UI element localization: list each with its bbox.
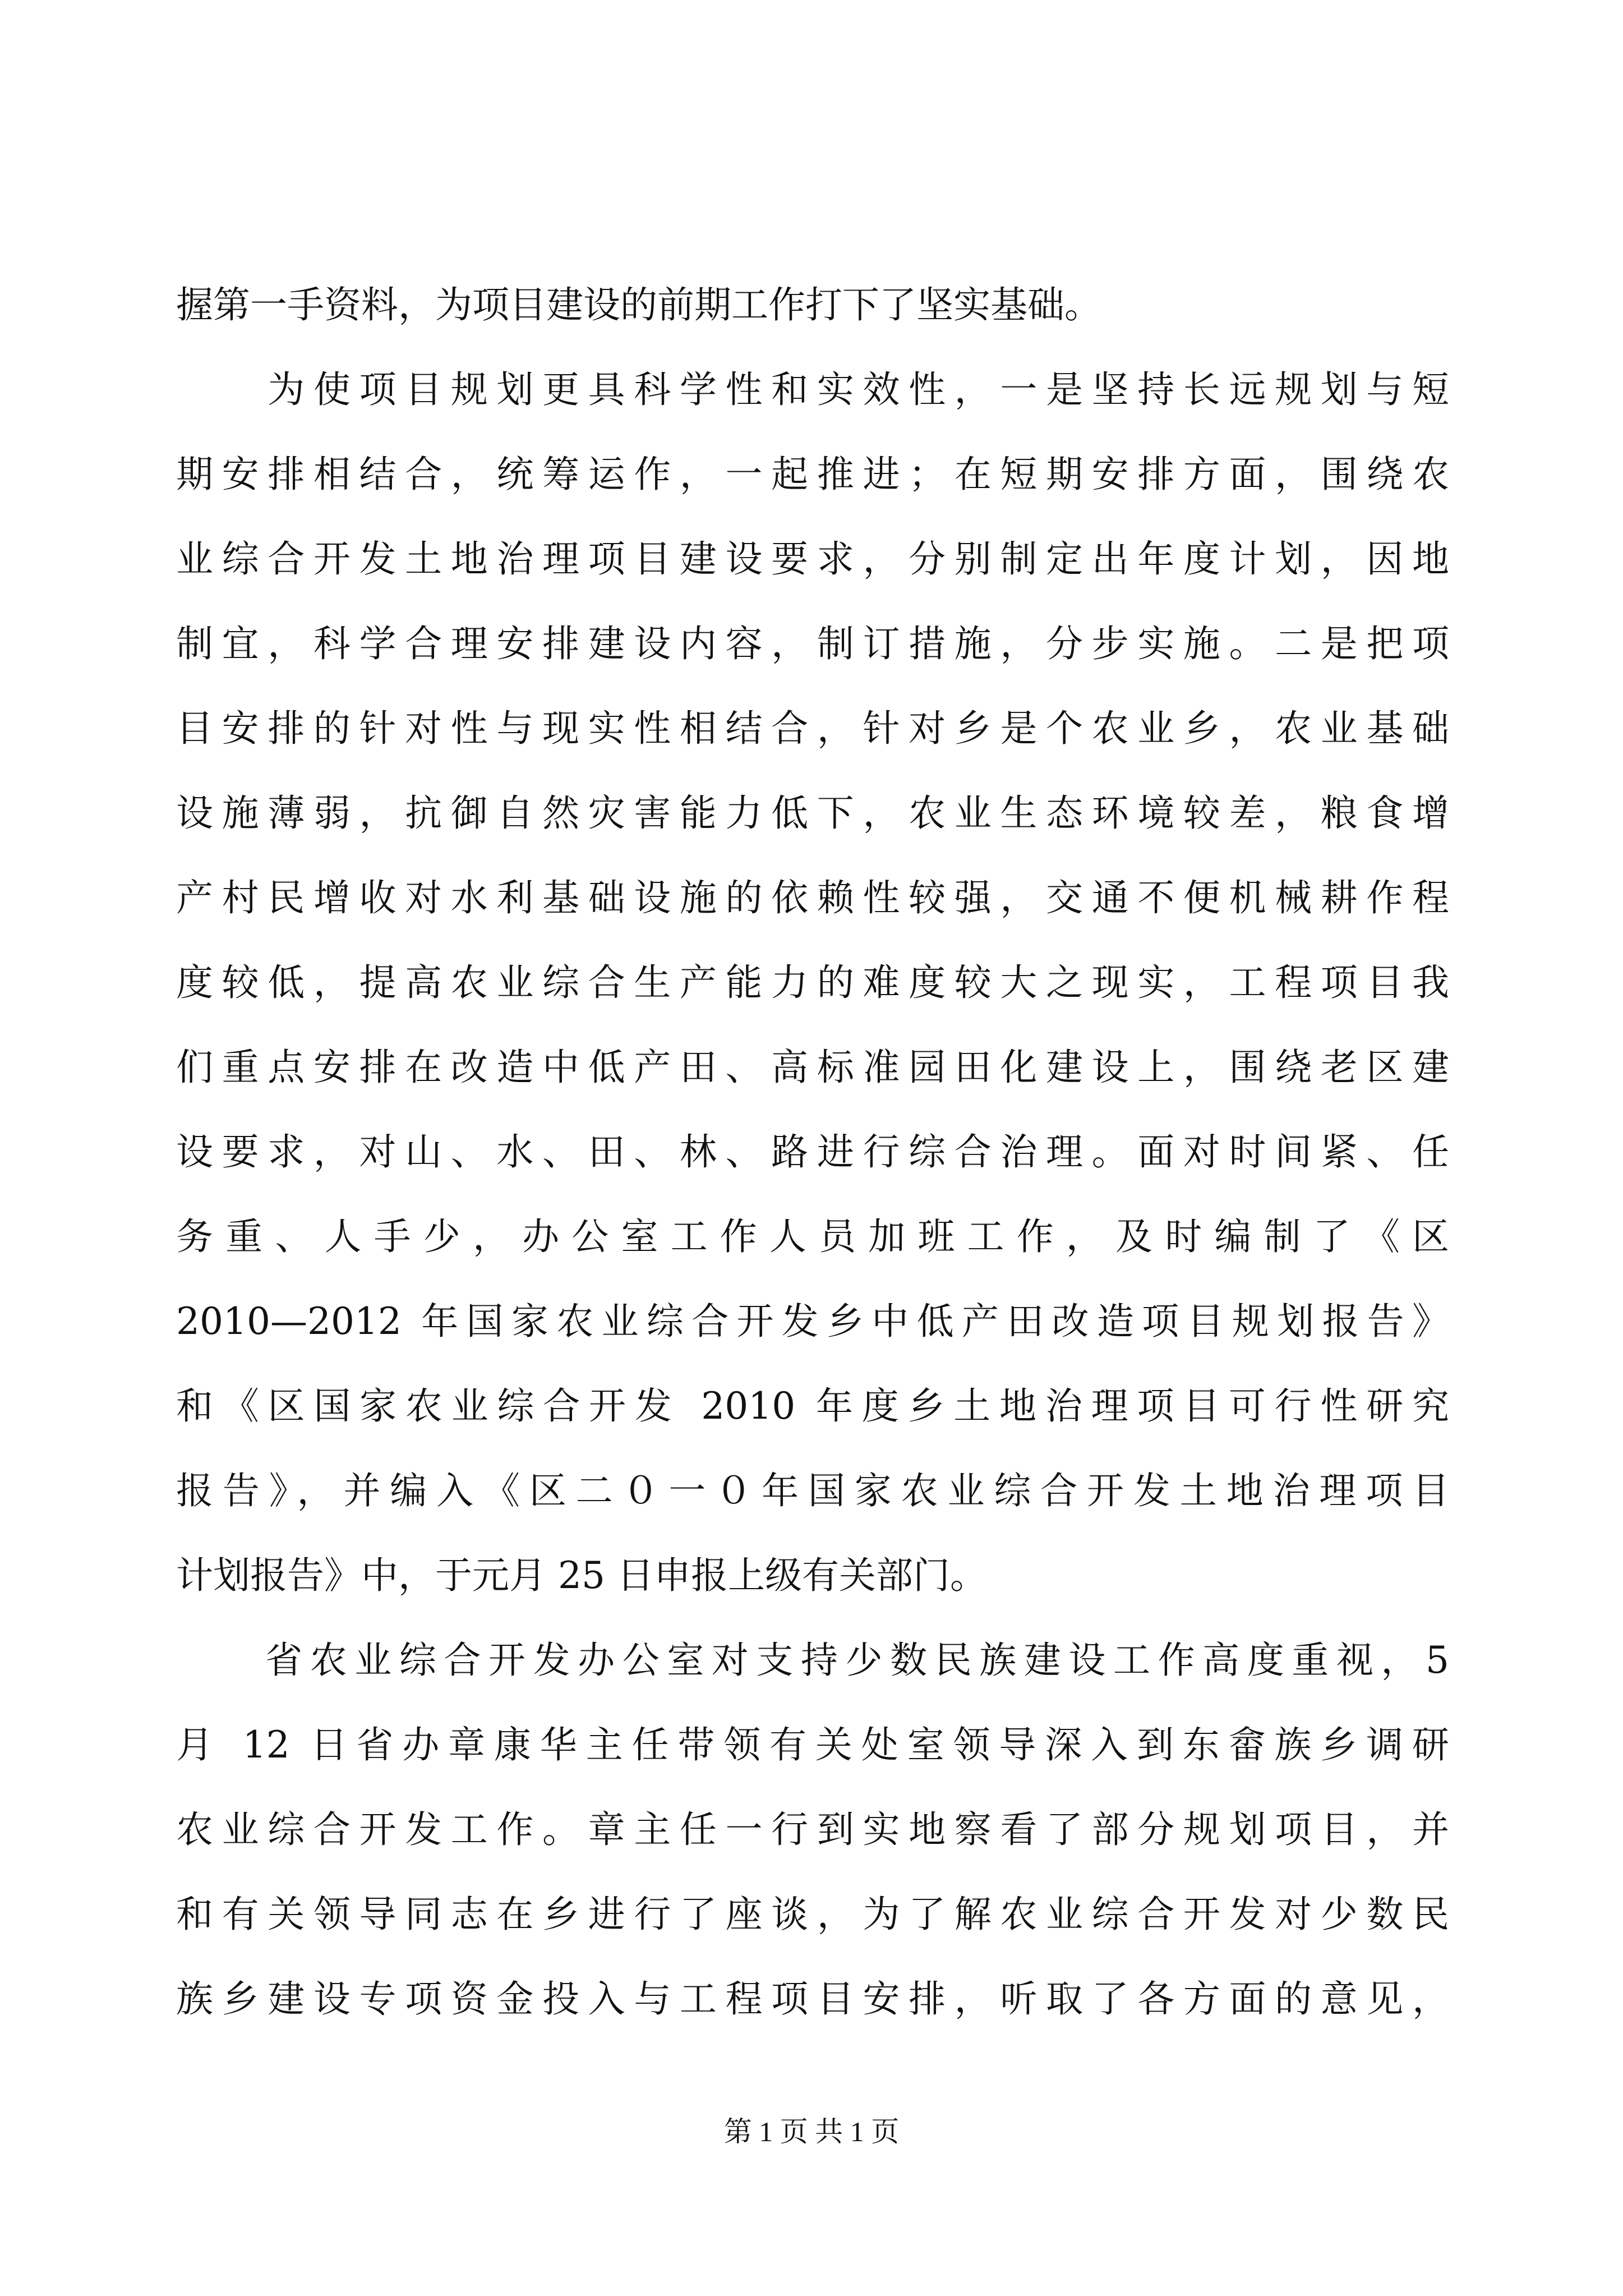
text-line: 制宜，科学合理安排建设内容，制订措施，分步实施。二是把项 (176, 622, 1449, 665)
text-line: 设施薄弱，抗御自然灾害能力低下，农业生态环境较差，粮食增 (176, 792, 1449, 835)
text-line: 农业综合开发工作。章主任一行到实地察看了部分规划项目，并 (176, 1808, 1449, 1851)
page-number-label: 第 1 页 共 1 页 (723, 2116, 900, 2147)
text-line: 设要求，对山、水、田、林、路进行综合治理。面对时间紧、任 (176, 1130, 1449, 1174)
text-line: 务重、人手少，办公室工作人员加班工作，及时编制了《区 (176, 1215, 1449, 1258)
text-line: 业综合开发土地治理项目建设要求，分别制定出年度计划，因地 (176, 537, 1449, 581)
text-line: 目安排的针对性与现实性相结合，针对乡是个农业乡，农业基础 (176, 707, 1449, 750)
text-line: 握第一手资料，为项目建设的前期工作打下了坚实基础。 (176, 283, 1101, 326)
text-line: 们重点安排在改造中低产田、高标准园田化建设上，围绕老区建 (176, 1046, 1449, 1089)
text-line: 省农业综合开发办公室对支持少数民族建设工作高度重视，5 (176, 1639, 1449, 1682)
text-line: 度较低，提高农业综合生产能力的难度较大之现实，工程项目我 (176, 961, 1449, 1004)
text-line: 计划报告》中，于元月 25 日申报上级有关部门。 (176, 1554, 987, 1597)
text-line: 为使项目规划更具科学性和实效性，一是坚持长远规划与短 (176, 368, 1449, 411)
text-line: 期安排相结合，统筹运作，一起推进；在短期安排方面，围绕农 (176, 453, 1449, 496)
text-line: 报告》，并编入《区二０一０年国家农业综合开发土地治理项目 (176, 1469, 1449, 1512)
text-line: 和《区国家农业综合开发 2010 年度乡土地治理项目可行性研究 (176, 1384, 1449, 1428)
text-line: 和有关领导同志在乡进行了座谈，为了解农业综合开发对少数民 (176, 1893, 1449, 1936)
text-line: 2010—2012 年国家农业综合开发乡中低产田改造项目规划报告》 (176, 1300, 1449, 1343)
text-line: 族乡建设专项资金投入与工程项目安排，听取了各方面的意见， (176, 1977, 1449, 2021)
document-body (176, 263, 1449, 2041)
page-footer (0, 2112, 1623, 2151)
text-line: 产村民增收对水利基础设施的依赖性较强，交通不便机械耕作程 (176, 876, 1449, 919)
text-line: 月 12 日省办章康华主任带领有关处室领导深入到东畲族乡调研 (176, 1723, 1449, 1766)
